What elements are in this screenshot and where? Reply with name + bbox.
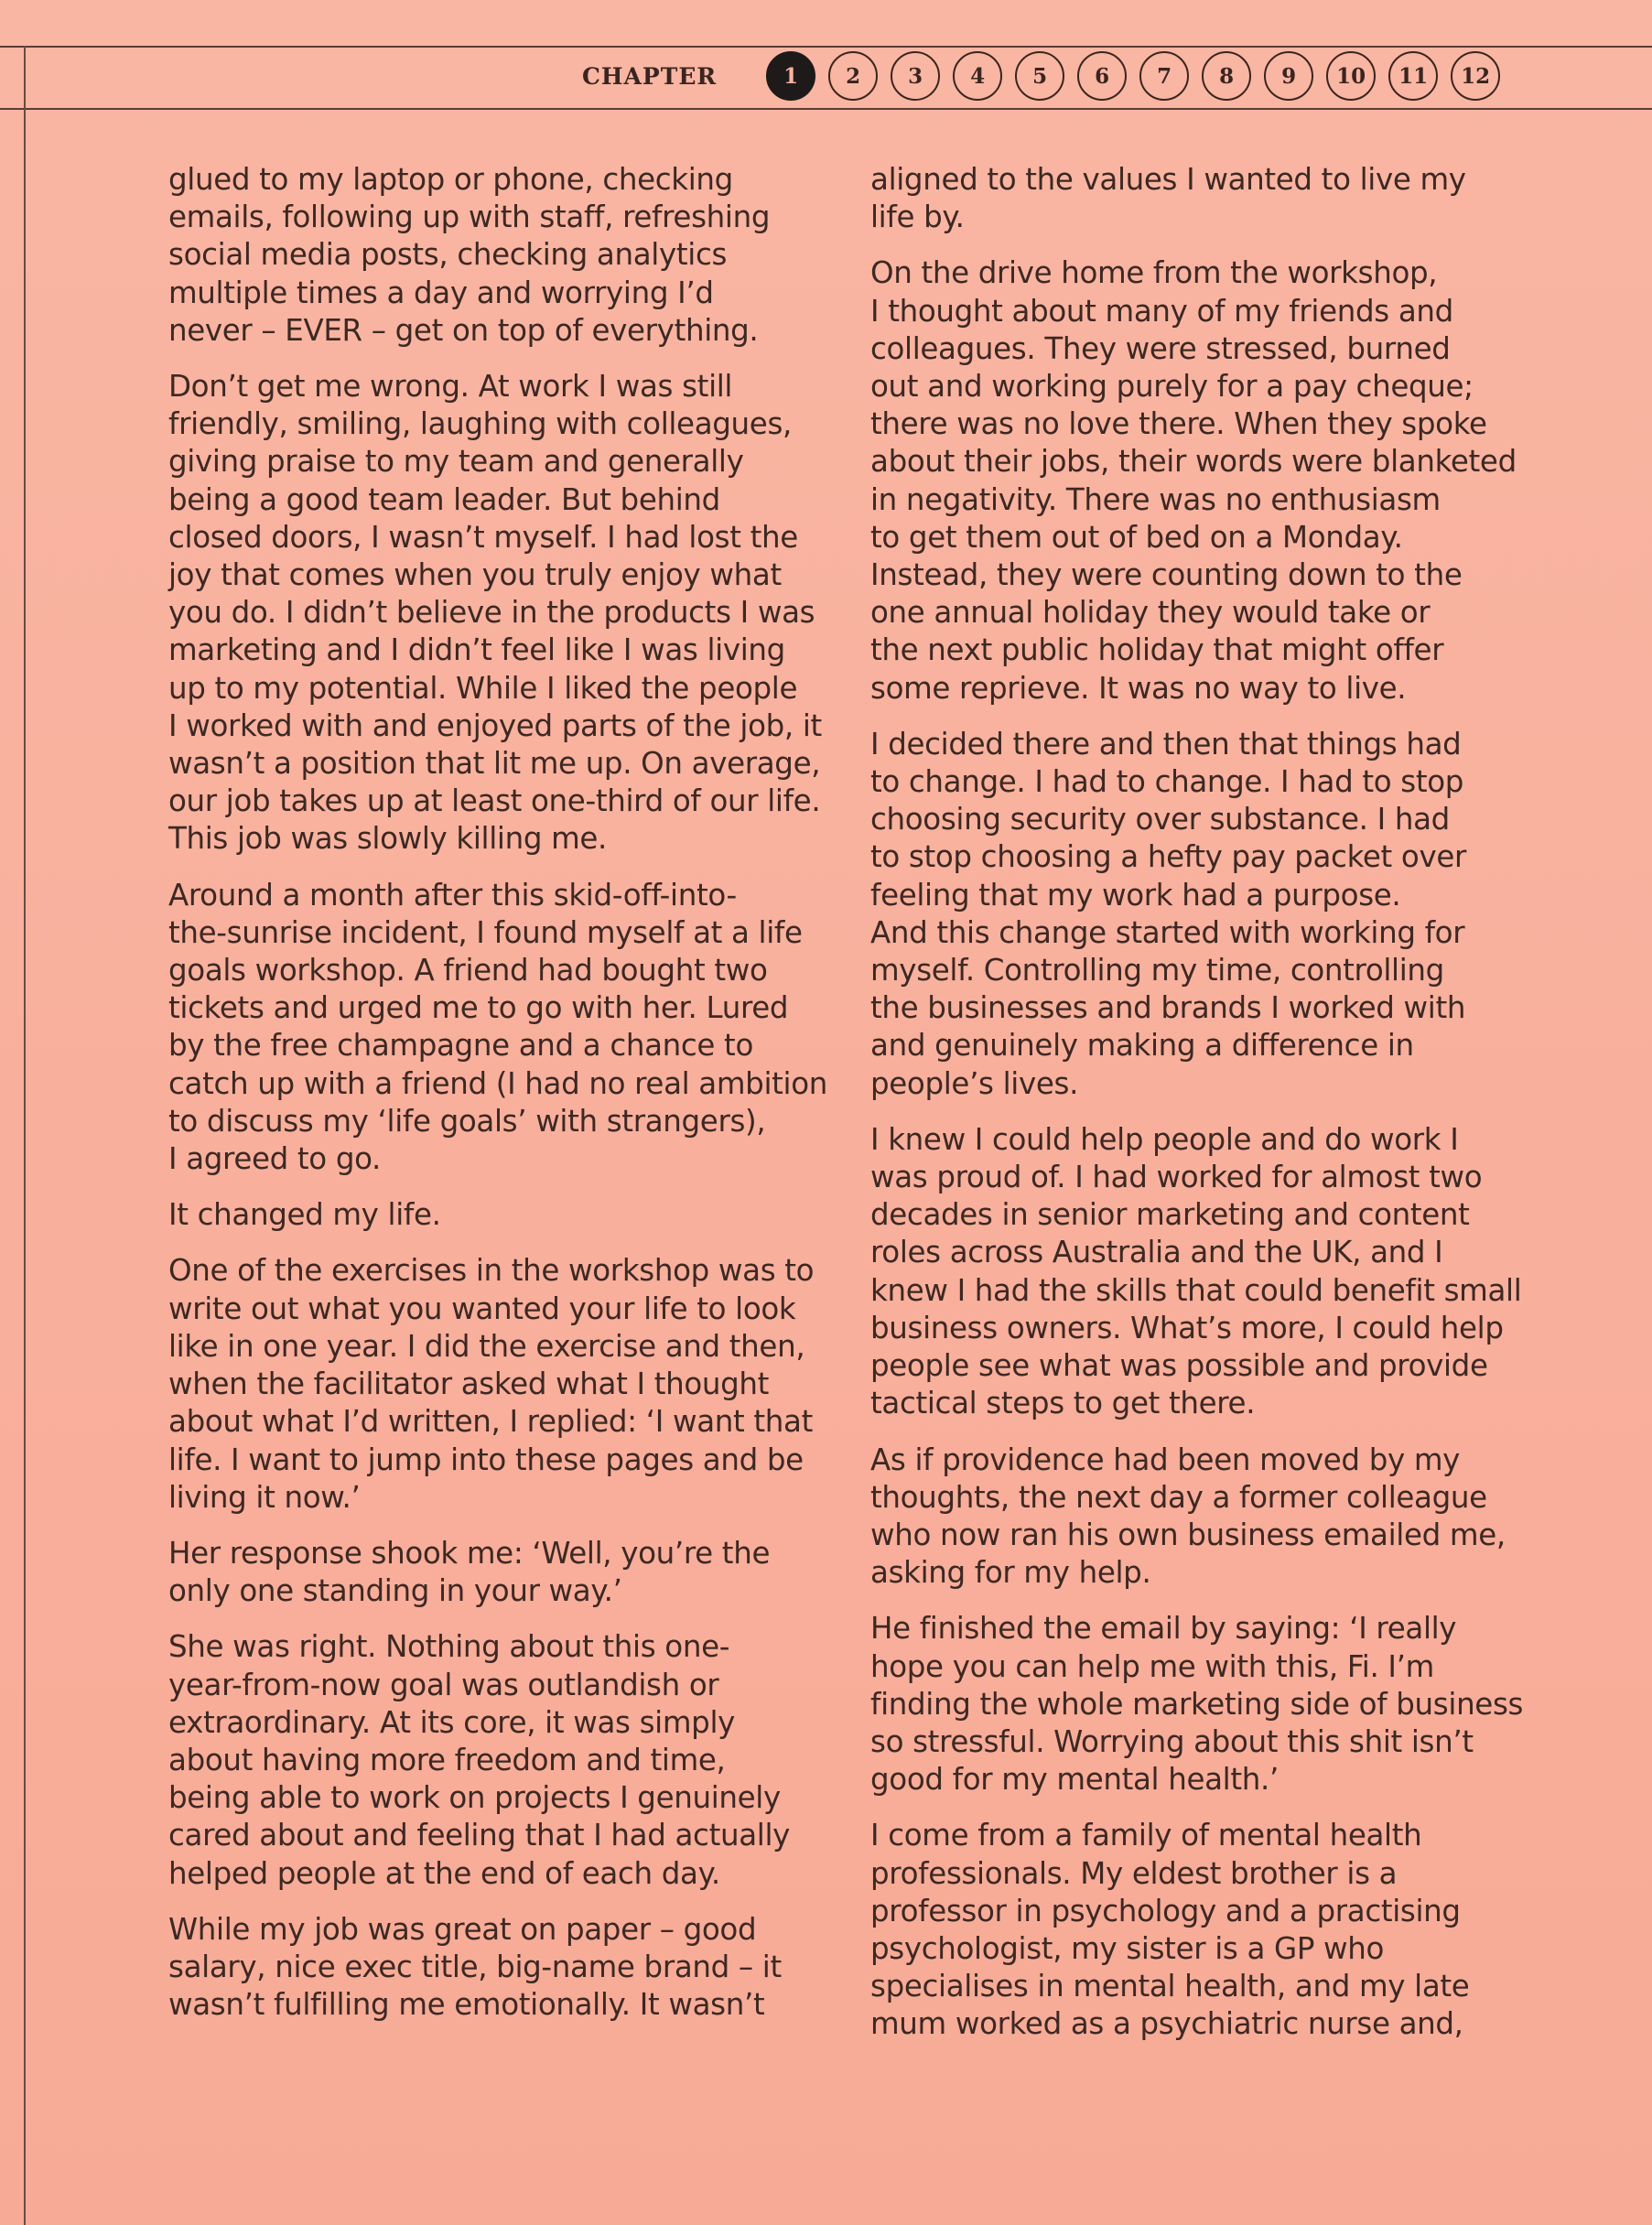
- paragraph: He finished the email by saying: ‘I really hope you can help me with this, Fi. I’m finding the whole marketing side of business so stressful. Worrying about this shit isn’t good for my mental health.’: [870, 1611, 1524, 1798]
- chapter-1-indicator: 1: [766, 51, 815, 101]
- chapter-12-indicator: 12: [1451, 51, 1500, 101]
- left-text-column: [168, 161, 864, 2042]
- chapter-3-indicator: 3: [891, 51, 940, 101]
- chapter-11-indicator: 11: [1388, 51, 1438, 101]
- chapter-9-indicator: 9: [1264, 51, 1313, 101]
- paragraph: On the drive home from the workshop, I thought about many of my friends and colleagues. They were stressed, burned out and working purely for a pay cheque; there was no love there. When they spoke about their jobs, their words were blanketed in negativity. There was no enthusiasm to get them out of bed on a Monday. Instead, they were counting down to the one annual holiday they would take or the next public holiday that might offer some reprieve. It was no way to live.: [870, 255, 1517, 706]
- paragraph: I come from a family of mental health professionals. My eldest brother is a professor in psychology and a practising psychologist, my sister is a GP who specialises in mental health, and my late mum worked as a psychiatric nurse and,: [870, 1818, 1470, 2042]
- chapter-10-indicator: 10: [1326, 51, 1376, 101]
- page-margin-rule: [24, 46, 26, 2225]
- right-text-column: [870, 161, 1566, 2062]
- paragraph: Her response shook me: ‘Well, you’re the only one standing in your way.’: [168, 1535, 771, 1609]
- paragraph: aligned to the values I wanted to live my life by.: [870, 162, 1466, 235]
- chapter-7-indicator: 7: [1139, 51, 1189, 101]
- header-bottom-rule: [0, 108, 1652, 110]
- chapter-4-indicator: 4: [953, 51, 1002, 101]
- paragraph: As if providence had been moved by my thoughts, the next day a former colleague who now ran his own business emailed me, asking for my help.: [870, 1442, 1506, 1591]
- chapter-navigation: [582, 49, 1500, 103]
- chapter-8-indicator: 8: [1202, 51, 1251, 101]
- header-top-rule: [0, 46, 1652, 48]
- paragraph: Around a month after this skid-off-into- the-sunrise incident, I found myself at a life goals workshop. A friend had bought two tickets and urged me to go with her. Lured by the free champagne and a chance to catch up with a friend (I had no real ambition to discuss my ‘life goals’ with strangers), I agreed to go.: [168, 877, 827, 1177]
- paragraph: I knew I could help people and do work I was proud of. I had worked for almost two decades in senior marketing and content roles across Australia and the UK, and I knew I had the skills that could benefit small business owners. What’s more, I could help people see what was possible and provide tactical steps to get there.: [870, 1121, 1522, 1421]
- paragraph: I decided there and then that things had to change. I had to change. I had to stop choosing security over substance. I had to stop choosing a hefty pay packet over feeling that my work had a purpose. And this change started with working for myself. Controlling my time, controlling the businesses and brands I worked with and genuinely making a difference in people’s lives.: [870, 726, 1466, 1101]
- paragraph: glued to my laptop or phone, checking emails, following up with staff, refreshing social media posts, checking analytics multiple times a day and worrying I’d never – EVER – get on top of everything.: [168, 162, 771, 348]
- paragraph: It changed my life.: [168, 1197, 441, 1233]
- chapter-2-indicator: 2: [828, 51, 878, 101]
- chapter-5-indicator: 5: [1015, 51, 1064, 101]
- chapter-6-indicator: 6: [1077, 51, 1127, 101]
- paragraph: While my job was great on paper – good salary, nice exec title, big-name brand – it wasn’t fulfilling me emotionally. It wasn’t: [168, 1911, 782, 2023]
- paragraph: She was right. Nothing about this one- year-from-now goal was outlandish or extraordinary. At its core, it was simply about having more freedom and time, being able to work on projects I genuinely cared about and feeling that I had actually helped people at the end of each day.: [168, 1629, 791, 1891]
- paragraph: Don’t get me wrong. At work I was still friendly, smiling, laughing with colleagues, giving praise to my team and generally being a good team leader. But behind closed doors, I wasn’t myself. I had lost the joy that comes when you truly enjoy what you do. I didn’t believe in the products I was marketing and I didn’t feel like I was living up to my potential. While I liked the people I worked with and enjoyed parts of the job, it wasn’t a position that lit me up. On average, our job takes up at least one-third of our life. This job was slowly killing me.: [168, 369, 822, 857]
- paragraph: One of the exercises in the workshop was to write out what you wanted your life to look like in one year. I did the exercise and then, when the facilitator asked what I thought about what I’d written, I replied: ‘I want that life. I want to jump into these pages and be living it now.’: [168, 1253, 815, 1515]
- chapter-label: CHAPTER: [582, 62, 718, 90]
